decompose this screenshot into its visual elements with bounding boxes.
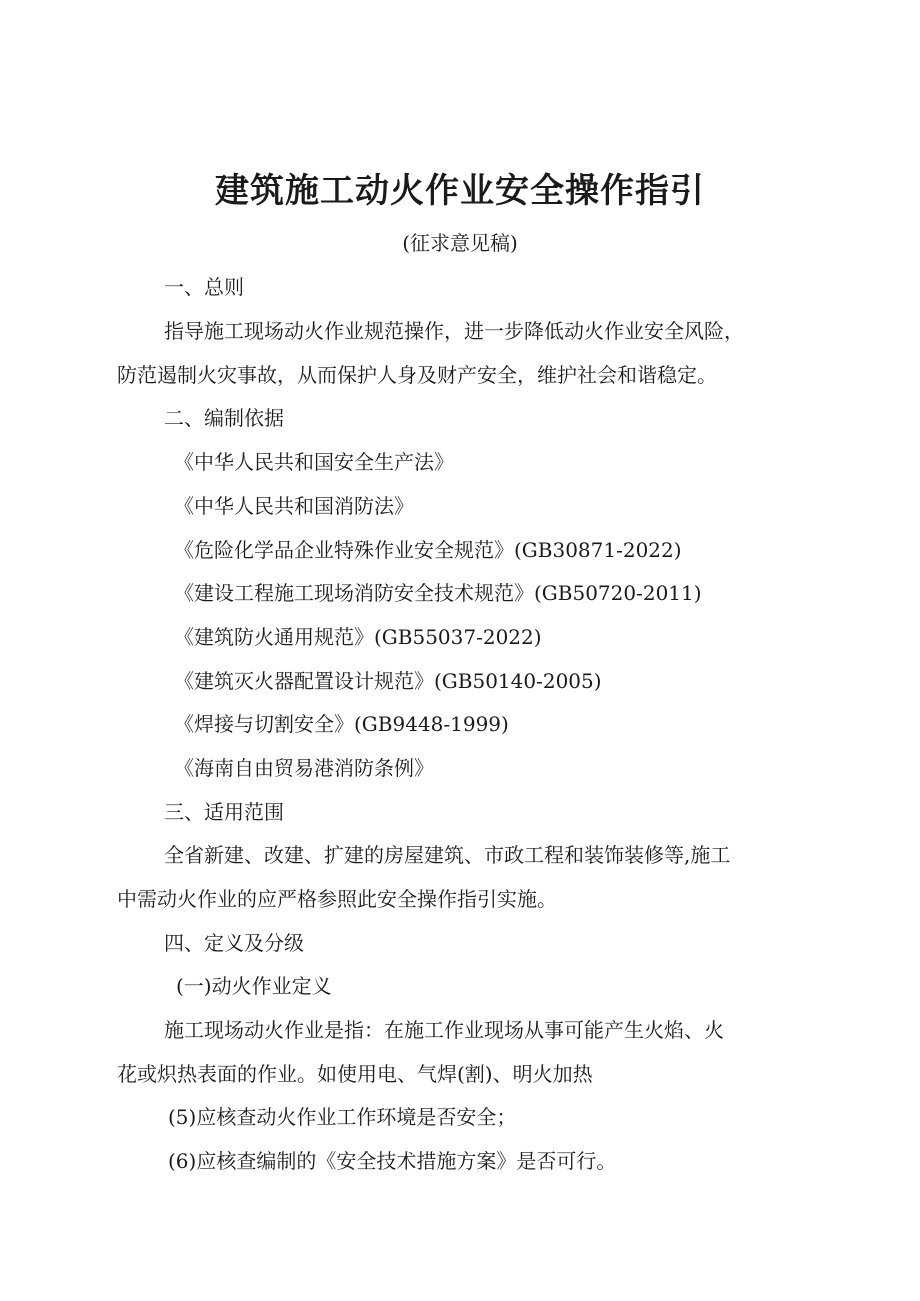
- reference-item: 《建筑防火通用规范》(GB55037-2022): [174, 625, 542, 649]
- subsection-heading: (一)动火作业定义: [176, 974, 332, 998]
- reference-item: 《建筑灭火器配置设计规范》(GB50140-2005): [174, 669, 602, 693]
- reference-item: 《中华人民共和国安全生产法》: [174, 450, 454, 474]
- reference-item: 《海南自由贸易港消防条例》: [174, 756, 434, 780]
- reference-item: 《中华人民共和国消防法》: [174, 494, 414, 518]
- paragraph-line: 全省新建、改建、扩建的房屋建筑、市政工程和装饰装修等,施工: [164, 843, 731, 867]
- section-heading-definition: 四、定义及分级: [164, 931, 304, 955]
- document-subtitle: (征求意见稿): [402, 231, 518, 255]
- reference-item: 《焊接与切割安全》(GB9448-1999): [174, 712, 509, 736]
- reference-item: 《危险化学品企业特殊作业安全规范》(GB30871-2022): [174, 538, 682, 562]
- list-item: (5)应核查动火作业工作环境是否安全；: [168, 1105, 517, 1129]
- reference-item: 《建设工程施工现场消防安全技术规范》(GB50720-2011): [174, 581, 702, 605]
- list-item: (6)应核查编制的《安全技术措施方案》是否可行。: [168, 1149, 617, 1173]
- section-heading-general: 一、总则: [164, 275, 244, 299]
- paragraph-line: 施工现场动火作业是指：在施工作业现场从事可能产生火焰、火: [164, 1018, 724, 1042]
- paragraph-line: 中需动火作业的应严格参照此安全操作指引实施。: [117, 887, 557, 911]
- document-title: 建筑施工动火作业安全操作指引: [215, 171, 705, 211]
- paragraph-line: 指导施工现场动火作业规范操作，进一步降低动火作业安全风险，: [164, 319, 744, 343]
- section-heading-basis: 二、编制依据: [164, 406, 284, 430]
- section-heading-scope: 三、适用范围: [164, 800, 284, 824]
- paragraph-line: 花或炽热表面的作业。如使用电、气焊(割)、明火加热: [117, 1062, 593, 1086]
- paragraph-line: 防范遏制火灾事故，从而保护人身及财产安全，维护社会和谐稳定。: [117, 363, 717, 387]
